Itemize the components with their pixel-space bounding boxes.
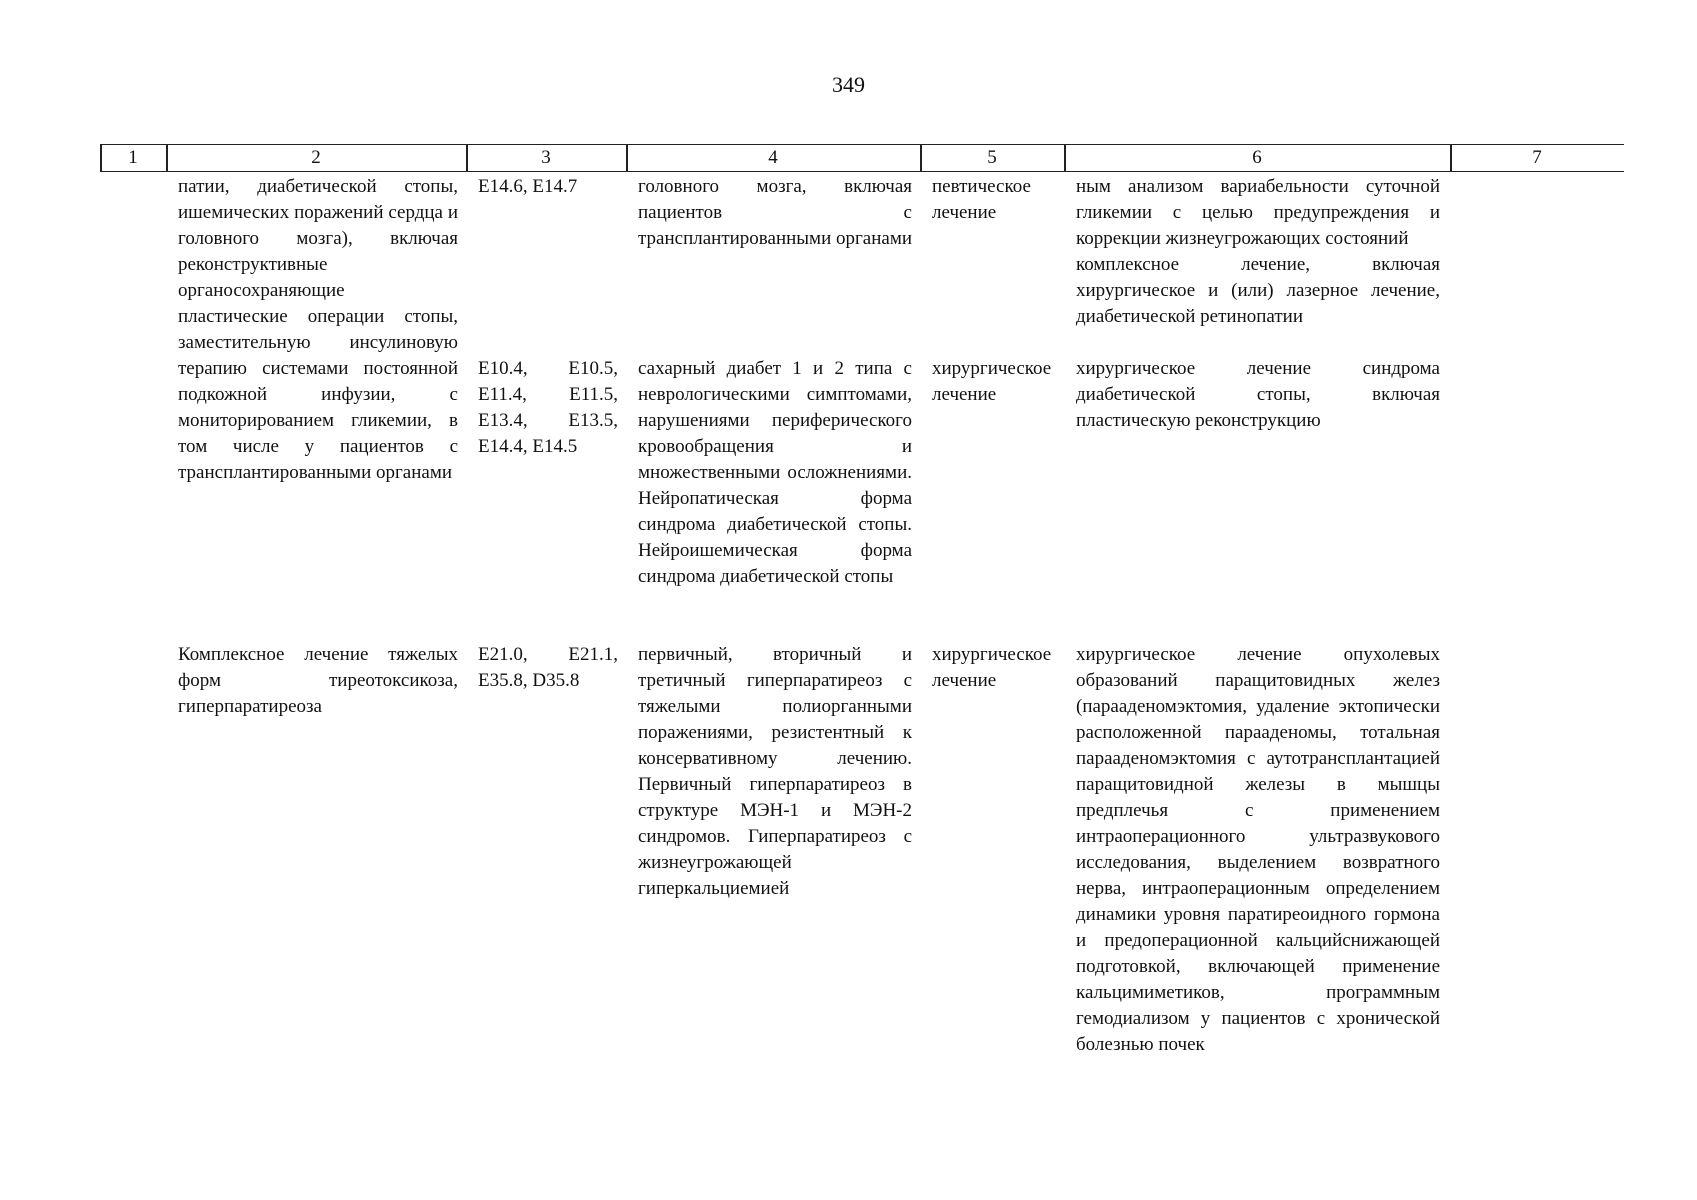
page-number: 349 <box>832 72 865 97</box>
row1-treatment-description <box>1076 174 1440 330</box>
medical-table <box>100 144 1624 1055</box>
row1-patient-model: головного мозга, включая пациентов с трансплантированными органами <box>638 176 912 249</box>
row1-description-part1: ным анализом вариабельности суточной гликемии с целью предупреждения и коррекции жизнеугрожающих состояний <box>1076 176 1440 249</box>
column-header-1: 1 <box>128 147 138 168</box>
column-header-4: 4 <box>768 147 778 168</box>
row3-patient-model: первичный, вторичный и третичный гиперпаратиреоз с тяжелыми полиорганными поражениями, резистентный к консервативному лечению. Первичный гиперпаратиреоз в структуре МЭН-1 и МЭН-2 синдромов. Гиперпаратиреоз с жизнеугрожающей гиперкальциемией <box>638 644 912 899</box>
row2-icd-codes: E10.4, E10.5, E11.4, E11.5, E13.4, E13.5, E14.4, E14.5 <box>478 358 618 457</box>
row3-icd-codes: E21.0, E21.1, E35.8, D35.8 <box>478 644 618 691</box>
row1-treatment-type: певтическое лечение <box>932 176 1031 223</box>
row2-treatment-type: хирургическое лечение <box>932 358 1052 405</box>
row1-icd-codes: E14.6, E14.7 <box>478 176 578 197</box>
column-header-7: 7 <box>1532 147 1542 168</box>
row3-treatment-description: хирургическое лечение опухолевых образований паращитовидных желез (парааденомэктомия, удаление эктопически расположенной парааденомы, тотальная парааденомэктомия с аутотрансплантацией паращитовидной железы в мышцы предплечья с применением интраоперационного ультразвукового исследования, выделением возвратного нерва, интраоперационным определением динамики уровня паратиреоидного гормона и предоперационной кальцийснижающей подготовкой, включающей применение кальцимиметиков, программным гемодиализом у пациентов с хронической болезнью почек <box>1076 644 1440 1055</box>
row1-description-part2: комплексное лечение, включая хирургическое и (или) лазерное лечение, диабетической ретинопатии <box>1076 254 1440 327</box>
column-header-3: 3 <box>541 147 551 168</box>
column-header-6: 6 <box>1252 147 1262 168</box>
row2-treatment-description: хирургическое лечение синдрома диабетической стопы, включая пластическую реконструкцию <box>1076 358 1440 431</box>
table-header-row <box>100 144 1624 172</box>
column-header-5: 5 <box>987 147 997 168</box>
row1-treatment-method: патии, диабетической стопы, ишемических поражений сердца и головного мозга), включая реконструктивные органосохраняющие пластические операции стопы, заместительную инсулиновую терапию системами постоянной подкожной инфузии, с мониторированием гликемии, в том числе у пациентов с трансплантированными органами <box>178 176 458 483</box>
row3-treatment-method: Комплексное лечение тяжелых форм тиреотоксикоза, гиперпаратиреоза <box>178 644 458 717</box>
row2-patient-model: сахарный диабет 1 и 2 типа с неврологическими симптомами, нарушениями периферического кровообращения и множественными осложнениями. Нейропатическая форма синдрома диабетической стопы. Нейроишемическая форма синдрома диабетической стопы <box>638 358 912 587</box>
row3-treatment-type: хирургическое лечение <box>932 644 1052 691</box>
column-header-2: 2 <box>311 147 321 168</box>
